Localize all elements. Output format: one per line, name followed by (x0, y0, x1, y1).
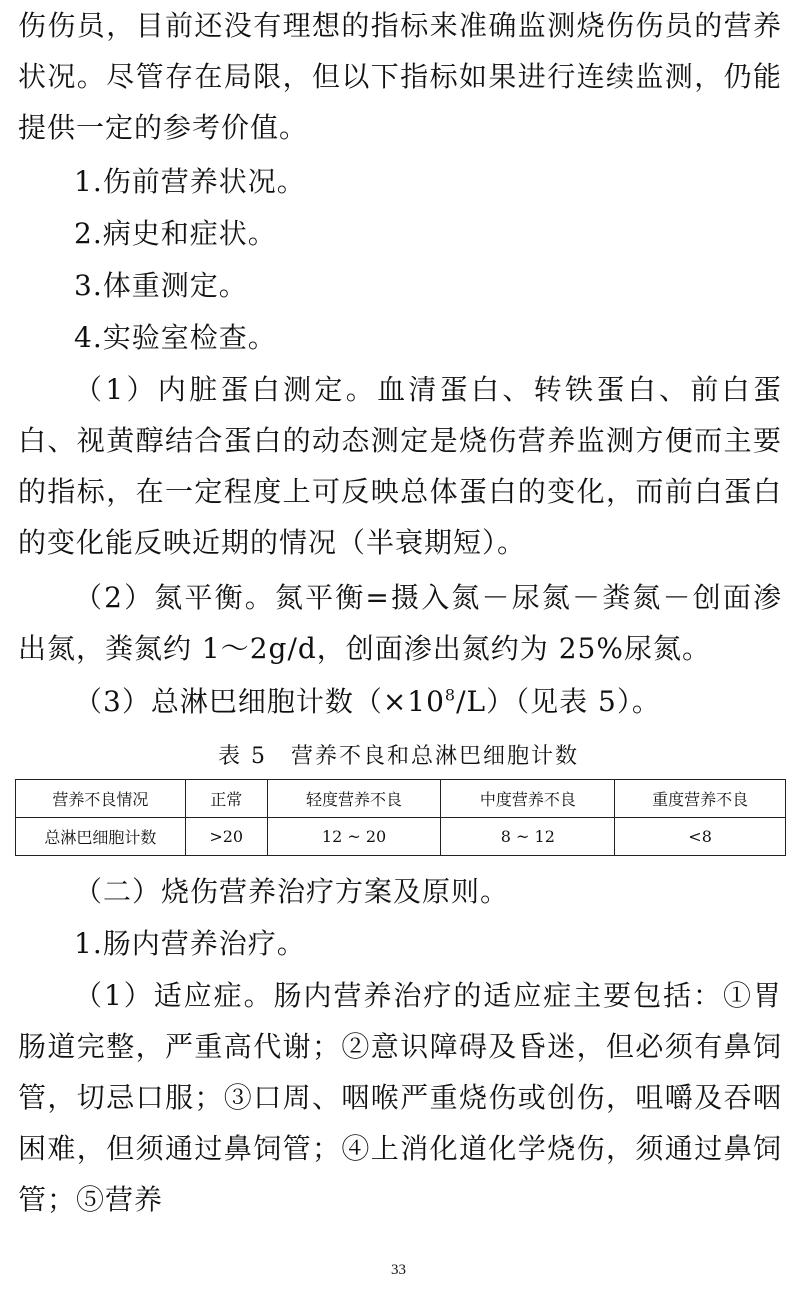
subsection-heading: 1.肠内营养治疗。 (74, 927, 306, 960)
section-heading: （二）烧伤营养治疗方案及原则。 (74, 875, 510, 908)
table-cell: 8 ~ 12 (441, 818, 615, 856)
lymphocyte-text-post: /L）（见表 5）。 (456, 685, 661, 718)
table-header: 营养不良情况 (16, 780, 186, 818)
table-header: 中度营养不良 (441, 780, 615, 818)
paragraph-indications: （1）适应症。肠内营养治疗的适应症主要包括：①胃肠道完整，严重高代谢；②意识障碍及昏迷，但必须有鼻饲管，切忌口服；③口周、咽喉严重烧伤或创伤，咀嚼及吞咽困难，但须通过鼻饲管；④上消化道化学烧伤，须通过鼻饲管；⑤营养 (18, 979, 782, 1216)
malnutrition-table (15, 779, 786, 856)
table-row (16, 818, 786, 856)
table-cell: 12 ~ 20 (267, 818, 441, 856)
lymphocyte-exponent: 8 (444, 685, 457, 705)
table-header-row (16, 780, 786, 818)
list-item-4: 4.实验室检查。 (74, 321, 277, 354)
paragraph-visceral-protein: （1）内脏蛋白测定。血清蛋白、转铁蛋白、前白蛋白、视黄醇结合蛋白的动态测定是烧伤营养监测方便而主要的指标，在一定程度上可反映总体蛋白的变化，而前白蛋白的变化能反映近期的情况（半衰期短）。 (18, 373, 782, 559)
paragraph-lymphocyte-count (18, 676, 782, 727)
list-item-2: 2.病史和症状。 (74, 217, 277, 250)
page-number: 33 (391, 1262, 406, 1278)
table-header: 轻度营养不良 (267, 780, 441, 818)
table-caption: 表 5 营养不良和总淋巴细胞计数 (218, 744, 579, 769)
table-header: 正常 (185, 780, 267, 818)
paragraph-nitrogen-balance: （2）氮平衡。氮平衡=摄入氮－尿氮－粪氮－创面渗出氮，粪氮约 1～2g/d，创面渗出氮约为 25%尿氮。 (18, 581, 782, 665)
paragraph-intro: 伤伤员，目前还没有理想的指标来准确监测烧伤伤员的营养状况。尽管存在局限，但以下指标如果进行连续监测，仍能提供一定的参考价值。 (18, 9, 782, 144)
table-cell: >20 (185, 818, 267, 856)
list-item-3: 3.体重测定。 (74, 269, 248, 302)
table-header: 重度营养不良 (615, 780, 786, 818)
table-cell: <8 (615, 818, 786, 856)
list-item-1: 1.伤前营养状况。 (74, 165, 306, 198)
lymphocyte-text-pre: （3）总淋巴细胞计数（×10 (74, 685, 445, 718)
table-cell: 总淋巴细胞计数 (16, 818, 186, 856)
